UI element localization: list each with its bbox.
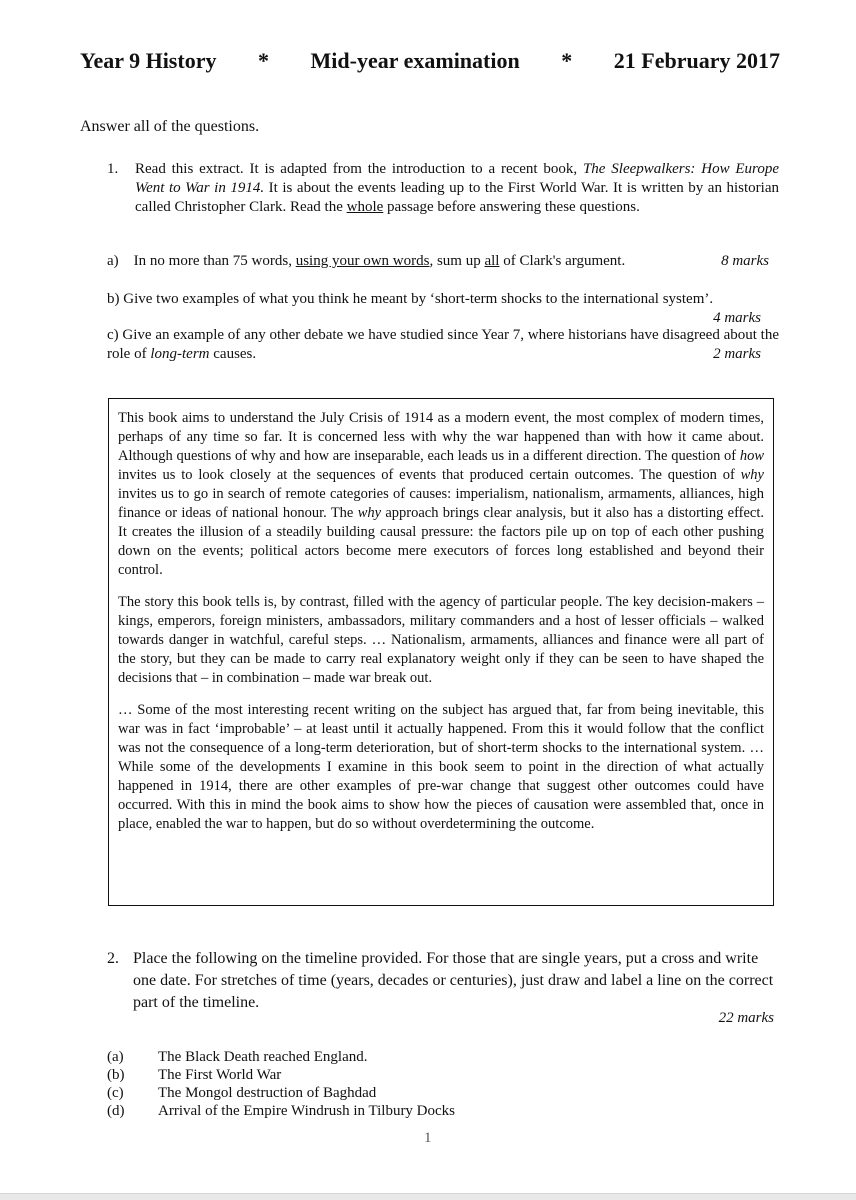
text-run: of Clark's argument.: [499, 253, 626, 269]
exam-header: [80, 48, 780, 74]
item-label: (b): [107, 1067, 125, 1083]
item-label: (d): [107, 1103, 125, 1119]
italic-word: how: [739, 448, 764, 464]
instructions: Answer all of the questions.: [80, 118, 260, 135]
item-label: (c): [107, 1085, 124, 1101]
question-2-text: Place the following on the timeline provided. For those that are single years, put a cross and write one date. For stretches of time (years, decades or centuries), just draw and label a line on the correct part of the timeline.: [133, 950, 774, 1011]
timeline-items: [107, 1048, 455, 1120]
underlined-word: all: [484, 253, 500, 269]
subject-title: Year 9 History: [80, 48, 217, 73]
page-number: 1: [424, 1130, 432, 1146]
question-2: [107, 948, 779, 1014]
text-run: causes.: [209, 346, 257, 362]
question-1b: [107, 290, 779, 328]
book-title: The Sleepwalkers: How Europe Went to War in 1914.: [135, 161, 779, 196]
list-item: [107, 1102, 455, 1120]
marks-label: 22 marks: [718, 1010, 774, 1026]
italic-phrase: long-term: [150, 346, 210, 362]
text-run: invites us to look closely at the sequences of events that produced certain outcomes. The question of: [118, 467, 741, 483]
exam-title: Mid-year examination: [310, 48, 520, 73]
marks-label: 8 marks: [721, 253, 769, 269]
text-run: invites us to go in search of remote categories of causes: imperialism, nationalism, armaments, alliances, high finance or ideas of national honour. The: [118, 486, 764, 521]
question-number: 1.: [107, 161, 119, 177]
text-run: Read this extract. It is adapted from the introduction to a recent book,: [135, 161, 583, 177]
exam-date: 21 February 2017: [613, 48, 780, 73]
extract-box: [108, 398, 774, 906]
text-run: , sum up: [429, 253, 485, 269]
italic-word: why: [357, 505, 382, 521]
question-1-text: [135, 160, 779, 217]
question-1c: [107, 326, 779, 364]
header-separator: *: [258, 48, 269, 73]
item-text: The First World War: [158, 1067, 282, 1083]
extract-paragraph: … Some of the most interesting recent writing on the subject has argued that, far from being inevitable, this war was in fact ‘improbable’ – at least until it actually happened. From this it would follow that the conflict was not the consequence of a long-term deterioration, but of short-term shocks to the international system. … While some of the developments I examine in this book seem to point in the direction of what actually happened in 1914, there are other examples of pre-war change that suggest other outcomes could have occurred. With this in mind the book aims to show how the pieces of causation were assembled that, once in place, enabled the war to happen, but do so without overdetermining the outcome.: [118, 702, 764, 832]
header-separator: *: [561, 48, 573, 73]
text-run: In no more than 75 words,: [133, 253, 296, 269]
list-item: [107, 1066, 455, 1084]
list-item: [107, 1048, 455, 1066]
question-1: [107, 160, 779, 217]
question-1a-text: [107, 252, 625, 271]
item-text: The Black Death reached England.: [158, 1049, 368, 1065]
italic-word: why: [740, 467, 764, 483]
question-1c-text: [107, 326, 779, 364]
text-run: approach brings clear analysis, but it also has a distorting effect. It creates the illusion of a steadily building causal pressure: the factors pile up on top of each other pushing down on the events; political actors become mere executors of forces long established and beyond their control.: [118, 505, 764, 578]
item-text: Arrival of the Empire Windrush in Tilbury Docks: [158, 1103, 456, 1119]
question-1b-text: b) Give two examples of what you think he meant by ‘short-term shocks to the international system’.: [107, 291, 714, 307]
text-run: It is about the events leading up to the First World War. It is written by an historian called Christopher Clark. Read the: [135, 180, 779, 215]
underlined-phrase: using your own words: [295, 253, 430, 269]
marks-label: 2 marks: [713, 346, 761, 362]
text-run: c) Give an example of any other debate we have studied since Year 7, where historians have disagreed about the role of: [107, 327, 779, 362]
item-label: (a): [107, 1049, 124, 1065]
question-1a: [107, 252, 779, 271]
underlined-word: whole: [346, 199, 384, 215]
part-label: a): [107, 253, 119, 269]
question-number: 2.: [107, 950, 119, 967]
list-item: [107, 1084, 455, 1102]
item-text: The Mongol destruction of Baghdad: [158, 1085, 377, 1101]
marks-label: 4 marks: [713, 310, 761, 326]
extract-paragraph: [118, 409, 764, 580]
extract-paragraph: The story this book tells is, by contrast, filled with the agency of particular people. The key decision-makers – kings, emperors, foreign ministers, ambassadors, military commanders and a host of lesser officials – walked towards danger in watchful, careful steps. … Nationalism, armaments, alliances and finance were all part of the story, but they can be made to carry real explanatory weight only if they can be seen to have shaped the decisions that – in combination – made war break out.: [118, 594, 764, 686]
page-bottom-edge: [0, 1193, 856, 1200]
text-run: This book aims to understand the July Crisis of 1914 as a modern event, the most complex of modern times, perhaps of any time so far. It is concerned less with why the war happened than with how it came about. Although questions of why and how are inseparable, each leads us in a different direction. The question of: [118, 410, 764, 464]
text-run: passage before answering these questions.: [383, 199, 640, 215]
